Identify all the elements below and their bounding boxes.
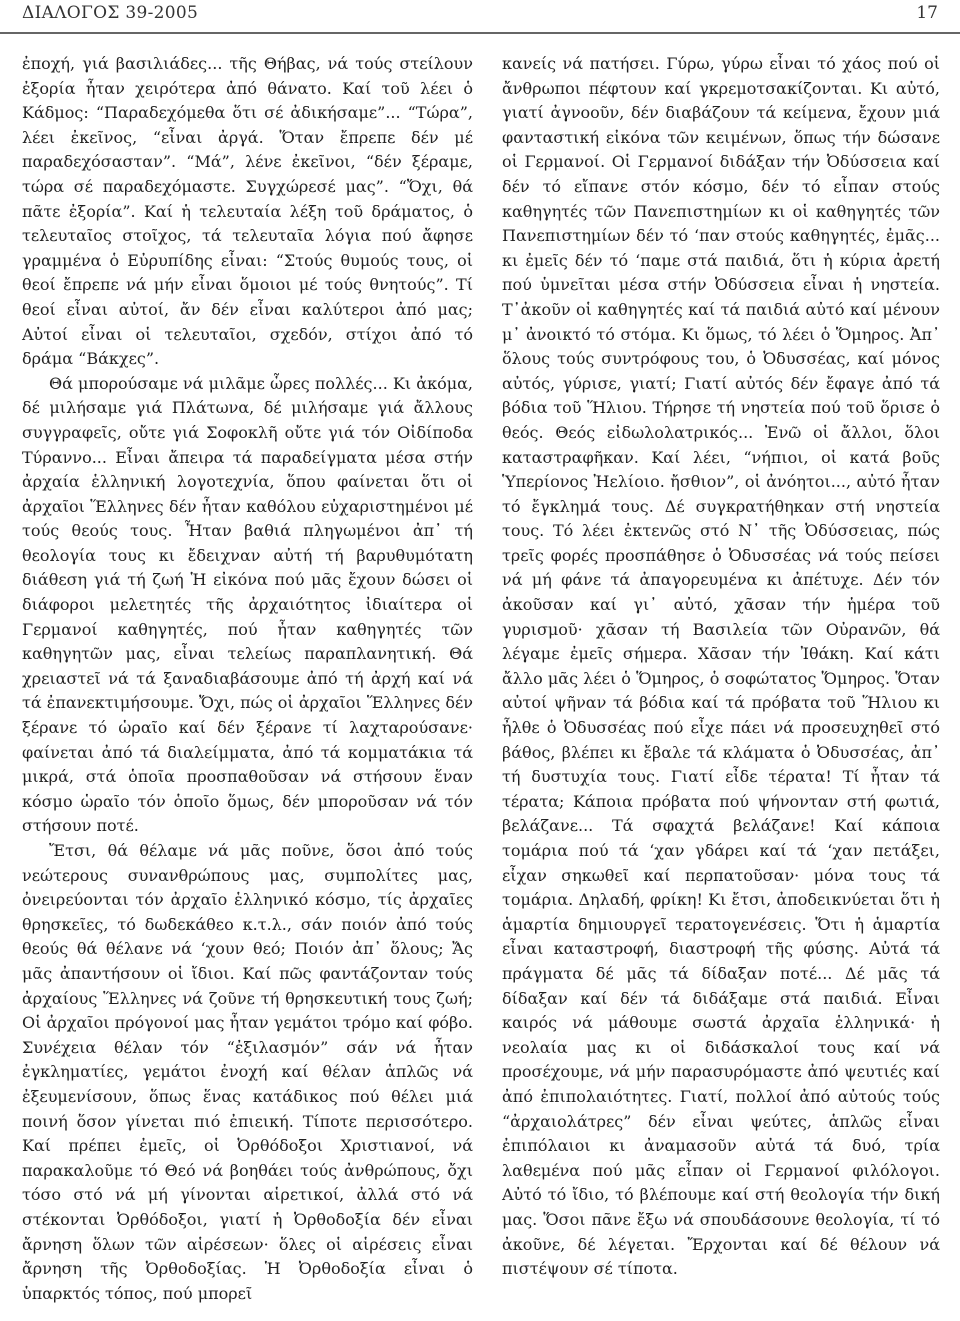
left-paragraph-2: Θά μπορούσαμε νά μιλᾶμε ὧρες πολλές... Κι ἀκόμα, δέ μιλήσαμε γιά Πλάτωνα, δέ μιλήσαμε γιά ἄλλους συγγραφεῖς, οὔτε γιά Σοφοκλῆ οὔτε γιά τόν Οἰδίποδα Τύραννο... Εἶναι ἄπειρα τά παραδείγματα μέσα στήν ἀρχαία ἑλληνική λογοτεχνία, ὅπου φαίνεται ὅτι οἱ ἀρχαῖοι Ἕλληνες δέν ἦταν καθόλου εὐχαριστημένοι μέ τούς θεούς τους. Ἦταν βαθιά πληγωμένοι ἀπ᾽ τή θεολογία τους κι ἔδειχναν αὐτή τή βαρυθυμότατη διάθεση γιά τή ζωή Ἡ εἰκόνα πού μᾶς ἔχουν δώσει οἱ διάφοροι μελετητές τῆς ἀρχαιότητος ἰδιαίτερα οἱ Γερμανοί καθηγητές, πού ἦταν καθηγητές τῶν καθηγητῶν μας, εἶναι τελείως παραπλανητική. Θά χρειαστεῖ νά τά ξαναδιαβάσουμε ἀπό τή ἀρχή καί νά τά ἐπανεκτιμήσουμε. Ὄχι, πώς οἱ ἀρχαῖοι Ἕλληνες δέν ξέρανε τό ὡραῖο καί δέν ξέρανε τί λαχταρούσανε· φαίνεται ἀπό τά διαλείμματα, ἀπό τά κομματάκια τά μικρά, στά ὁποῖα προσπαθοῦσαν νά στήσουν ἕναν κόσμο ὡραῖο τόν ὁποῖο ὅμως, δέν μποροῦσαν νά τόν στήσουν ποτέ. [22, 373, 473, 836]
right-paragraph-1: κανείς νά πατήσει. Γύρω, γύρω εἶναι τό χάος πού οἱ ἄνθρωποι πέφτουν καί γκρεμοτσακίζονται. Κι αὐτό, γιατί ἀγνοοῦν, δέν διαβάζουν τά κείμενα, ἔχουν μιά φανταστική εἰκόνα τῶν κειμένων, ὅπως τήν δώσανε οἱ Γερμανοί. Οἱ Γερμανοί διδάξαν τήν Ὀδύσσεια καί δέν τό εἴπανε στόν κόσμο, δέν τό εἶπαν στούς καθηγητές τῶν Πανεπιστημίων κι οἱ καθηγητές τῶν Πανεπιστημίων δέν τό ‘παν στούς καθηγητές, ἐμᾶς... κι ἐμεῖς δέν τό ‘παμε στά παιδιά, ὅτι ἡ κύρια ἀρετή πού ὑμνεῖται μέσα στήν Ὀδύσσεια εἶναι ἡ νηστεία. Τ᾽ἀκοῦν οἱ καθηγητές καί τά παιδιά αὐτό καί μένουν μ᾽ ἀνοικτό τό στόμα. Κι ὅμως, τό λέει ὁ Ὅμηρος. Ἀπ᾽ ὅλους τούς συντρόφους του, ὁ Ὀδυσσέας, καί μόνος αὐτός, γύρισε, γιατί; Γιατί αὐτός δέν ἔφαγε ἀπό τά βόδια τοῦ Ἥλιου. Τήρησε τή νηστεία πού τοῦ ὅρισε ὁ θεός. Θεός εἰδωλολατρικός... Ἐνῶ οἱ ἄλλοι, ὅλοι καταστραφῆκαν. Καί λέει, “νήπιοι, οἱ κατά βοῦς Ὑπερίονος Ἠελίοιο. ἤσθιον”, οἱ ἀνόητοι..., αὐτό ἦταν τό ἔγκλημά τους. Δέ συγκρατήθηκαν στή νηστεία τους. Τό λέει ἐκτενῶς στό Ν᾽ τῆς Ὀδύσσειας, πώς τρεῖς φορές προσπάθησε ὁ Ὀδυσσέας νά τούς πείσει νά μή φάνε τά ἀπαγορευμένα κι ἀπέτυχε. Δέν τόν ἀκοῦσαν καί γι᾽ αὐτό, χᾶσαν τήν ἡμέρα τοῦ γυρισμοῦ· χᾶσαν τή Βασιλεία τῶν Οὐρανῶν, θά λέγαμε ἐμεῖς σήμερα. Χᾶσαν τήν Ἰθάκη. Καί κάτι ἄλλο μᾶς λέει ὁ Ὅμηρος, ὁ σοφώτατος Ὅμηρος. Ὅταν αὐτοί ψῆναν τά βόδια καί τά πρόβατα τοῦ Ἥλιου κι ἦλθε ὁ Ὀδυσσέας πού εἶχε πάει νά προσευχηθεῖ στό βάθος, βλέπει κι ἔβαλε τά κλάματα ὁ Ὀδυσσέας, ἀπ᾽ τή δυστυχία τους. Γιατί εἶδε τέρατα! Τί ἦταν τά τέρατα; Κάποια πρόβατα πού ψήνονταν στή φωτιά, βελάζανε... Τά σφαχτά βελάζανε! Καί κάποια τομάρια πού τά ‘χαν γδάρει καί τά ‘χαν πετάξει, εἶχαν σηκωθεῖ καί περπατοῦσαν· μόνα τους τά τομάρια. Δηλαδή, φρίκη! Κι ἔτσι, ἀποδεικνύεται ὅτι ἡ ἁμαρτία δημιουργεῖ τερατογενέσεις. Ὅτι ἡ ἁμαρτία εἶναι καταστροφή, διαστροφή τῆς φύσης. Αὐτά τά πράγματα δέ μᾶς τά δίδαξαν ποτέ... Δέ μᾶς τά δίδαξαν καί δέν τά διδάξαμε στά παιδιά. Εἶναι καιρός νά μάθουμε σωστά ἀρχαῖα ἑλληνικά· ἡ νεολαία μας κι οἱ διδάσκαλοί τους καί νά προσέχουμε, νά μήν παρασυρόμαστε ἀπό ψευτιές καί ἀπό ἐπιπολαιότητες. Γιατί, πολλοί ἀπό αὐτούς τούς “ἀρχαιολάτρες” δέν εἶναι ψεύτες, ἁπλῶς εἶναι ἐπιπόλαιοι κι ἀναμασοῦν αὐτά τά δυό, τρία λαθεμένα πού μᾶς εἶπαν οἱ Γερμανοί φιλόλογοι. Αὐτό τό ἴδιο, τό βλέπουμε καί στή θεολογία τήν δική μας. Ὅσοι πᾶνε ἔξω νά σπουδάσουνε θεολογία, τί τό ἀκοῦνε, δέ λέγεται. Ἔρχονται καί δέ θέλουν νά πιστέψουν σέ τίποτα. [502, 54, 940, 1279]
left-column [22, 52, 473, 1306]
right-column [502, 52, 940, 1282]
left-paragraph-1: ἐποχή, γιά βασιλιάδες... τῆς Θήβας, νά τούς στείλουν ἐξορία ἦταν χειρότερα ἀπό θάνατο. Καί τοῦ λέει ὁ Κάδμος: “Παραδεχόμεθα ὅτι σέ ἀδικήσαμε”... “Τώρα”, λέει ἐκεῖνος, “εἶναι ἀργά. Ὅταν ἔπρεπε δέν μέ παραδεχόσασταν”. “Μά”, λένε ἐκεῖνοι, “δέν ξέραμε, τώρα σέ παραδεχόμαστε. Συγχώρεσέ μας”. “Ὄχι, θά πᾶτε ἐξορία”. Καί ἡ τελευταία λέξη τοῦ δράματος, ὁ τελευταῖος στοῖχος, τά τελευταῖα λόγια πού ἄφησε γραμμένα ὁ Εὐρυπίδης εἶναι: “Στούς θυμούς τους, οἱ θεοί ἔπρεπε νά μήν εἶναι ὅμοιοι μέ τούς θνητούς”. Τί θεοί εἶναι αὐτοί, ἄν δέν εἶναι καλύτεροι ἀπό μας; Αὐτοί εἶναι οἱ τελευταῖοι, σχεδόν, στίχοι ἀπό τό δράμα “Βάκχες”. [22, 54, 473, 369]
page-number: 17 [916, 3, 938, 23]
journal-title: ΔΙΑΛΟΓΟΣ 39-2005 [22, 3, 199, 23]
header-rule [0, 32, 960, 34]
page-header [0, 0, 960, 34]
left-paragraph-3: Ἔτσι, θά θέλαμε νά μᾶς ποῦνε, ὅσοι ἀπό τούς νεώτερους συνανθρώπους μας, συμπολίτες μας, ὀνειρεύονται τόν ἀρχαῖο ἑλληνικό κόσμο, τίς ἀρχαῖες θρησκεῖες, τό δωδεκάθεο κ.τ.λ., σάν ποιόν ἀπό τούς θεούς θά θέλανε νά ‘χουν θεό; Ποιόν ἀπ᾽ ὅλους; Ἄς μᾶς ἀπαντήσουν οἱ ἴδιοι. Καί πῶς φαντάζονταν τούς ἀρχαίους Ἕλληνες νά ζοῦνε τή θρησκευτική τους ζωή; Οἱ ἀρχαῖοι πρόγονοί μας ἦταν γεμάτοι τρόμο καί φόβο. Συνέχεια θέλαν τόν “ἐξιλασμόν” σάν νά ἦταν ἐγκληματίες, γεμάτοι ἐνοχή καί θέλαν ἁπλῶς νά ἐξευμενίσουν, ὅπως ἕνας κατάδικος πού θέλει μιά ποινή ὅσον γίνεται πιό ἐπιεική. Τίποτε περισσότερο. Καί πρέπει ἐμεῖς, οἱ Ὀρθόδοξοι Χριστιανοί, νά παρακαλοῦμε τό Θεό νά βοηθάει τούς ἀνθρώπους, ὄχι τόσο στό νά μή γίνονται αἱρετικοί, ἀλλά στό νά στέκονται Ὀρθόδοξοι, γιατί ἡ Ὀρθοδοξία δέν εἶναι ἄρνηση ὅλων τῶν αἱρέσεων· ὅλες οἱ αἱρέσεις εἶναι ἄρνηση τῆς Ὀρθοδοξίας. Ἡ Ὀρθοδοξία εἶναι ὁ ὑπαρκτός τόπος, πού μπορεῖ [22, 841, 473, 1303]
